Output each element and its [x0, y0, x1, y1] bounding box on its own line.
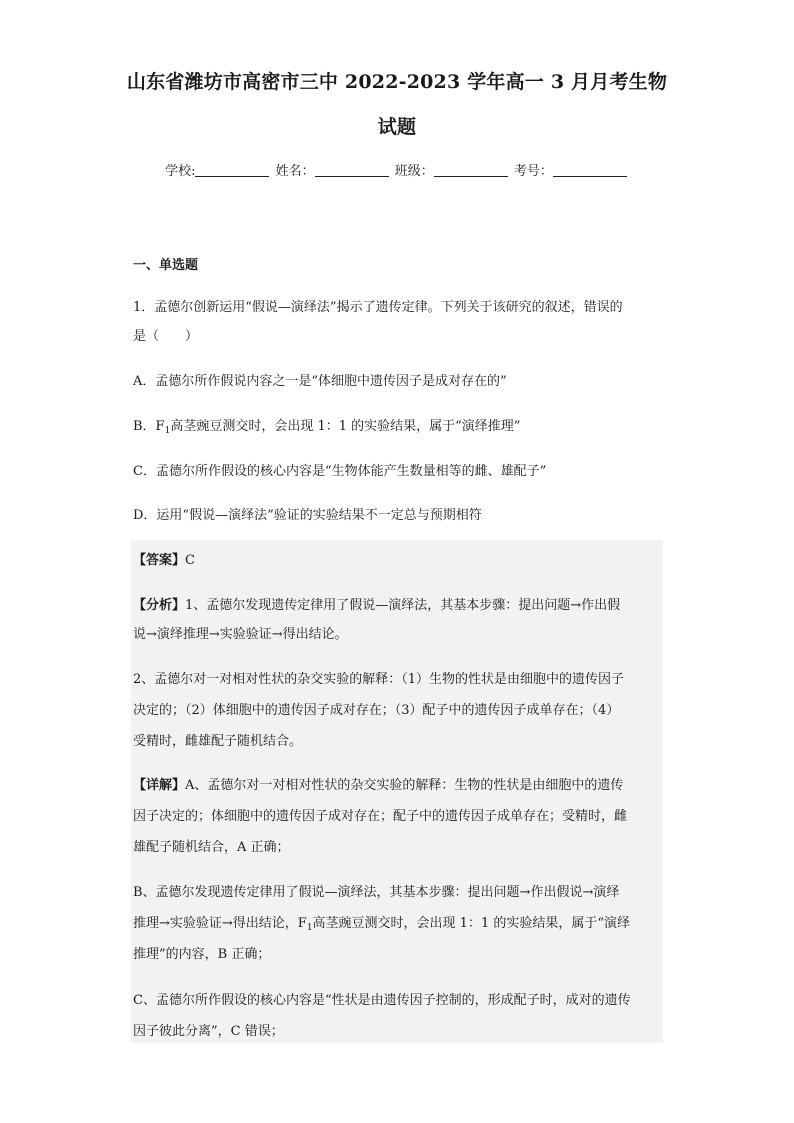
- student-info-row: [0, 160, 794, 179]
- document-title-line1: 山东省潍坊市高密市三中 2022-2023 学年高一 3 月月考生物: [126, 71, 668, 93]
- name-blank: [315, 163, 389, 177]
- answer-line: [133, 549, 195, 568]
- document-title-line2: 试题: [377, 116, 417, 138]
- answer-value: C: [185, 553, 195, 568]
- option-a: A．孟德尔所作假说内容之一是“体细胞中遗传因子是成对存在的”: [133, 374, 507, 389]
- name-label: 姓名：: [275, 164, 315, 179]
- detail-c-line2: 因子彼此分离”，C 错误；: [133, 1024, 284, 1039]
- analysis-p2-line2: 决定的；（2）体细胞中的遗传因子成对存在；（3）配子中的遗传因子成单存在；（4）: [133, 703, 620, 718]
- detail-c-line1: C、孟德尔所作假设的核心内容是“性状是由遗传因子控制的，形成配子时，成对的遗传: [133, 993, 631, 1008]
- question-stem-line2: 是（ ）: [133, 329, 199, 344]
- analysis-p1-line2: 说→演绎推理→实验验证→得出结论。: [133, 627, 348, 642]
- question-stem-line1: 1．孟德尔创新运用“假说—演绎法”揭示了遗传定律。下列关于该研究的叙述，错误的: [133, 300, 623, 315]
- detail-a-line2: 因子决定的；体细胞中的遗传因子成对存在；配子中的遗传因子成单存在；受精时，雌: [133, 809, 628, 824]
- analysis-p1-line1: 【分析】1、孟德尔发现遗传定律用了假说—演绎法，其基本步骤：提出问题→作出假: [133, 598, 621, 613]
- class-label: 班级：: [394, 164, 434, 179]
- detail-label: 【详解】: [133, 778, 186, 793]
- section-heading: 一、单选题: [133, 258, 199, 273]
- number-blank: [553, 163, 627, 177]
- answer-label: 【答案】: [133, 553, 186, 568]
- detail-b-line2: 推理→实验验证→得出结论，$F_1$高茎豌豆测交时，会出现 1：1 的实验结果，属于“演绎: [133, 916, 630, 933]
- analysis-p2-line1: 2、孟德尔对一对相对性状的杂交实验的解释：（1）生物的性状是由细胞中的遗传因子: [133, 672, 625, 687]
- number-label: 考号：: [513, 164, 553, 179]
- class-blank: [434, 163, 508, 177]
- option-c: C．孟德尔所作假设的核心内容是“生物体能产生数量相等的雌、雄配子”: [133, 464, 547, 479]
- detail-a-line3: 雄配子随机结合，A 正确；: [133, 840, 290, 855]
- analysis-p2-line3: 受精时，雌雄配子随机结合。: [133, 734, 303, 749]
- school-label: 学校:: [165, 164, 196, 179]
- detail-a-line1: 【详解】A、孟德尔对一对相对性状的杂交实验的解释：生物的性状是由细胞中的遗传: [133, 778, 624, 793]
- analysis-label: 【分析】: [133, 598, 186, 613]
- option-d: D．运用“假说—演绎法”验证的实验结果不一定总与预期相符: [133, 508, 482, 523]
- detail-b-line1: B、孟德尔发现遗传定律用了假说—演绎法，其基本步骤：提出问题→作出假说→演绎: [133, 885, 620, 900]
- school-blank: [195, 163, 269, 177]
- detail-b-line3: 推理”的内容，B 正确；: [133, 947, 271, 962]
- option-b: B．$F_1$高茎豌豆测交时，会出现 1：1 的实验结果，属于“演绎推理”: [133, 419, 521, 436]
